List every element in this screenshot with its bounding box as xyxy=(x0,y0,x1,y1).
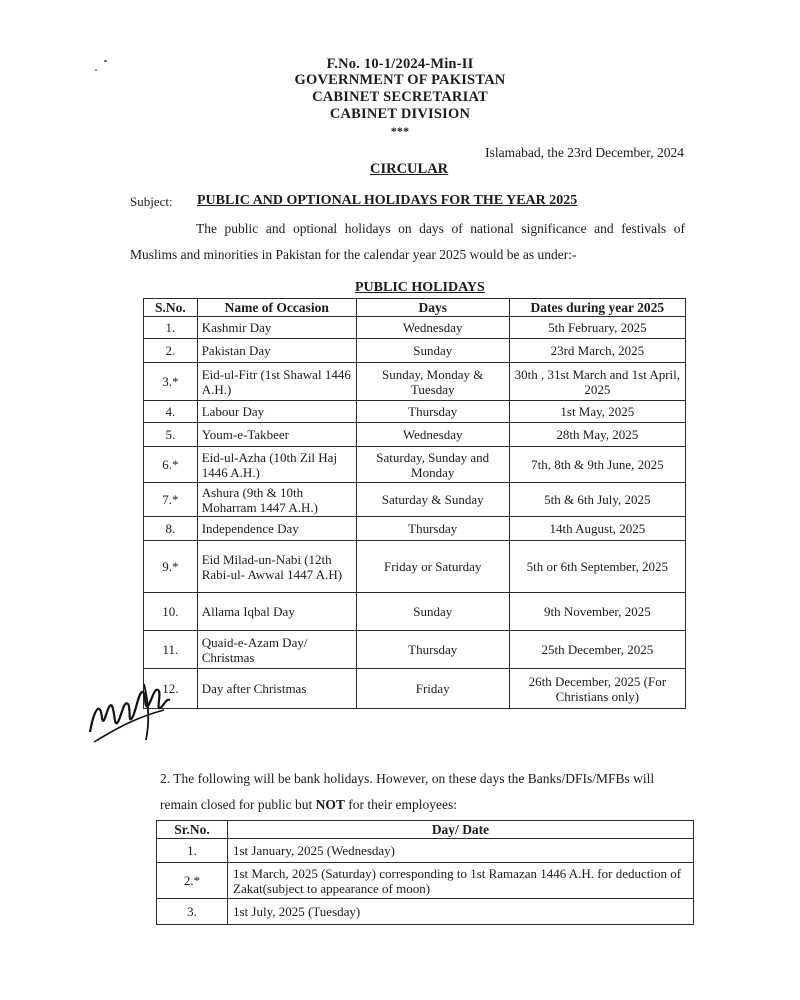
file-number: F.No. 10-1/2024-Min-II xyxy=(326,56,474,72)
table-row xyxy=(144,363,686,401)
serial-number-cell: 11. xyxy=(144,631,198,669)
column-header: Sr.No. xyxy=(157,821,228,839)
date-cell: 25th December, 2025 xyxy=(509,631,685,669)
serial-number-cell: 12. xyxy=(144,669,198,709)
table-row xyxy=(144,423,686,447)
occasion-cell: Labour Day xyxy=(197,401,356,423)
subject-label: Subject: xyxy=(130,194,173,209)
serial-number-cell: 4. xyxy=(144,401,198,423)
scan-speck xyxy=(95,69,97,71)
paragraph-text: The following will be bank holidays. However, on these days the Banks/DFIs/MFBs will remain closed for public but NOT for their employees: xyxy=(160,771,655,812)
intro-paragraph: The public and optional holidays on days of national significance and festivals of Muslims and minorities in Pakistan for the calendar year 2025 would be as under:- xyxy=(130,221,685,262)
date-cell: 9th November, 2025 xyxy=(509,593,685,631)
division-heading: CABINET DIVISION xyxy=(329,106,471,122)
days-cell: Friday xyxy=(356,669,509,709)
serial-number-cell: 3.* xyxy=(144,363,198,401)
table-header-row xyxy=(144,299,686,317)
table-row xyxy=(144,517,686,541)
serial-number-cell: 3. xyxy=(157,899,228,925)
days-cell: Wednesday xyxy=(356,423,509,447)
occasion-cell: Kashmir Day xyxy=(197,317,356,339)
serial-number-cell: 9.* xyxy=(144,541,198,593)
occasion-cell: Eid-ul-Azha (10th Zil Haj 1446 A.H.) xyxy=(197,447,356,483)
column-header: Day/ Date xyxy=(228,821,694,839)
table-row xyxy=(144,669,686,709)
bank-holidays-paragraph xyxy=(160,766,688,818)
subject-title: PUBLIC AND OPTIONAL HOLIDAYS FOR THE YEAR 2025 xyxy=(197,193,578,208)
table-row xyxy=(144,339,686,363)
table-row xyxy=(144,631,686,669)
occasion-cell: Quaid-e-Azam Day/ Christmas xyxy=(197,631,356,669)
public-holidays-table xyxy=(143,298,686,709)
date-cell: 5th or 6th September, 2025 xyxy=(509,541,685,593)
occasion-cell: Eid-ul-Fitr (1st Shawal 1446 A.H.) xyxy=(197,363,356,401)
day-date-cell: 1st March, 2025 (Saturday) corresponding to 1st Ramazan 1446 A.H. for deduction of Zakat(subject to appearance of moon) xyxy=(228,863,694,899)
days-cell: Thursday xyxy=(356,517,509,541)
date-cell: 26th December, 2025 (For Christians only) xyxy=(509,669,685,709)
date-cell: 30th , 31st March and 1st April, 2025 xyxy=(509,363,685,401)
date-cell: 5th & 6th July, 2025 xyxy=(509,483,685,517)
table-row xyxy=(144,541,686,593)
table-row xyxy=(144,483,686,517)
days-cell: Thursday xyxy=(356,401,509,423)
date-cell: 28th May, 2025 xyxy=(509,423,685,447)
date-cell: 23rd March, 2025 xyxy=(509,339,685,363)
occasion-cell: Youm-e-Takbeer xyxy=(197,423,356,447)
circular-title: CIRCULAR xyxy=(370,161,449,177)
table-row xyxy=(144,401,686,423)
occasion-cell: Independence Day xyxy=(197,517,356,541)
occasion-cell: Pakistan Day xyxy=(197,339,356,363)
column-header: Name of Occasion xyxy=(197,299,356,317)
serial-number-cell: 1. xyxy=(144,317,198,339)
days-cell: Saturday, Sunday and Monday xyxy=(356,447,509,483)
table-row xyxy=(144,447,686,483)
table-row xyxy=(144,317,686,339)
bank-holidays-table xyxy=(156,820,694,925)
column-header: S.No. xyxy=(144,299,198,317)
occasion-cell: Eid Milad-un-Nabi (12th Rabi-ul- Awwal 1447 A.H) xyxy=(197,541,356,593)
secretariat-heading: CABINET SECRETARIAT xyxy=(312,89,488,105)
stars-separator: *** xyxy=(390,124,410,138)
table-row xyxy=(157,863,694,899)
occasion-cell: Ashura (9th & 10th Moharram 1447 A.H.) xyxy=(197,483,356,517)
place-date: Islamabad, the 23rd December, 2024 xyxy=(485,145,684,160)
date-cell: 5th February, 2025 xyxy=(509,317,685,339)
days-cell: Sunday xyxy=(356,593,509,631)
date-cell: 14th August, 2025 xyxy=(509,517,685,541)
handwritten-signature xyxy=(84,670,174,750)
day-date-cell: 1st January, 2025 (Wednesday) xyxy=(228,839,694,863)
occasion-cell: Allama Iqbal Day xyxy=(197,593,356,631)
days-cell: Sunday, Monday & Tuesday xyxy=(356,363,509,401)
days-cell: Sunday xyxy=(356,339,509,363)
table-row xyxy=(157,839,694,863)
column-header: Days xyxy=(356,299,509,317)
public-holidays-title: PUBLIC HOLIDAYS xyxy=(355,280,485,295)
serial-number-cell: 8. xyxy=(144,517,198,541)
days-cell: Friday or Saturday xyxy=(356,541,509,593)
government-heading: GOVERNMENT OF PAKISTAN xyxy=(294,72,506,88)
scan-speck xyxy=(104,60,107,62)
days-cell: Thursday xyxy=(356,631,509,669)
days-cell: Wednesday xyxy=(356,317,509,339)
day-date-cell: 1st July, 2025 (Tuesday) xyxy=(228,899,694,925)
serial-number-cell: 2.* xyxy=(157,863,228,899)
serial-number-cell: 7.* xyxy=(144,483,198,517)
serial-number-cell: 5. xyxy=(144,423,198,447)
serial-number-cell: 6.* xyxy=(144,447,198,483)
days-cell: Saturday & Sunday xyxy=(356,483,509,517)
table-header-row xyxy=(157,821,694,839)
occasion-cell: Day after Christmas xyxy=(197,669,356,709)
date-cell: 7th, 8th & 9th June, 2025 xyxy=(509,447,685,483)
serial-number-cell: 2. xyxy=(144,339,198,363)
column-header: Dates during year 2025 xyxy=(509,299,685,317)
table-row xyxy=(144,593,686,631)
serial-number-cell: 10. xyxy=(144,593,198,631)
paragraph-number: 2. xyxy=(160,771,171,786)
table-row xyxy=(157,899,694,925)
serial-number-cell: 1. xyxy=(157,839,228,863)
date-cell: 1st May, 2025 xyxy=(509,401,685,423)
